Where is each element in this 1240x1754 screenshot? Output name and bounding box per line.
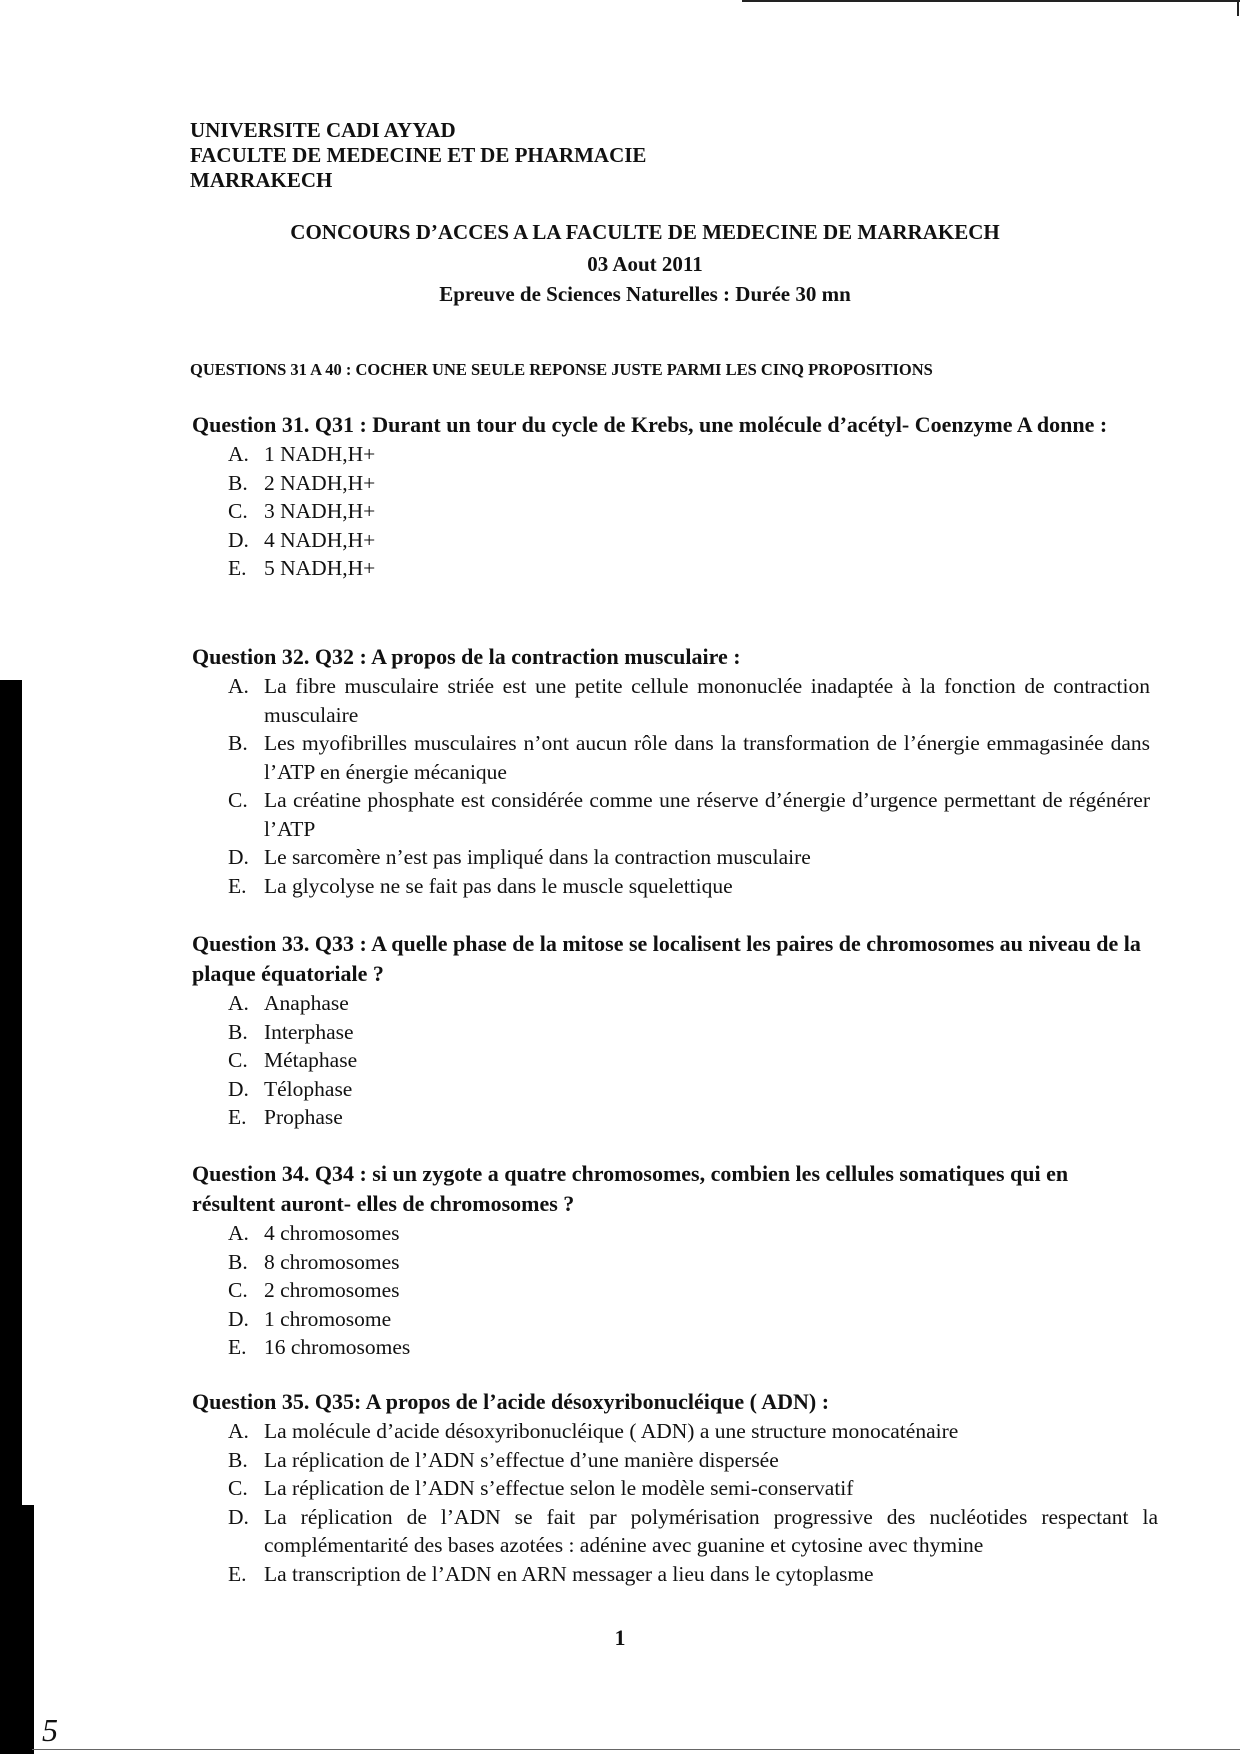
- question-35: [192, 1387, 1158, 1588]
- choice-letter: B.: [228, 1447, 248, 1472]
- question-33: [192, 929, 1150, 1132]
- choice-text: La réplication de l’ADN s’effectue selon le modèle semi-conservatif: [264, 1476, 854, 1500]
- scan-border-top: [742, 0, 1240, 2]
- choice-letter: D.: [228, 527, 249, 552]
- instructions: QUESTIONS 31 A 40 : COCHER UNE SEULE REPONSE JUSTE PARMI LES CINQ PROPOSITIONS: [190, 360, 933, 379]
- choice-c[interactable]: [192, 497, 1150, 526]
- choice-list: [192, 440, 1150, 583]
- choice-letter: C.: [228, 788, 248, 812]
- choice-letter: E.: [228, 556, 247, 580]
- handwritten-mark: 5: [42, 1712, 58, 1748]
- question-34: [192, 1159, 1150, 1362]
- choice-d[interactable]: [192, 843, 1150, 872]
- choice-letter: A.: [228, 442, 249, 466]
- question-title: Question 32. Q32 : A propos de la contraction musculaire :: [192, 644, 741, 669]
- choice-text: 1 NADH,H+: [264, 442, 376, 466]
- question-32: [192, 642, 1150, 900]
- choice-text: Les myofibrilles musculaires n’ont aucun rôle dans la transformation de l’énergie emmagasinée dans l’ATP en énergie mécanique: [264, 731, 1150, 784]
- question-title: Question 34. Q34 : si un zygote a quatre chromosomes, combien les cellules somatiques qui en résultent auront- elles de chromosomes ?: [192, 1161, 1069, 1216]
- city-name: MARRAKECH: [190, 168, 333, 192]
- choice-a[interactable]: [192, 989, 1150, 1018]
- question-title: Question 31. Q31 : Durant un tour du cycle de Krebs, une molécule d’acétyl- Coenzyme A donne :: [192, 412, 1108, 437]
- choice-c[interactable]: [192, 1474, 1158, 1503]
- choice-text: Télophase: [264, 1076, 353, 1101]
- choice-text: Anaphase: [264, 991, 349, 1015]
- choice-letter: A.: [228, 991, 249, 1015]
- choice-letter: E.: [228, 1105, 247, 1129]
- choice-text: 4 NADH,H+: [264, 527, 376, 552]
- choice-text: 1 chromosome: [264, 1306, 392, 1331]
- choice-text: 3 NADH,H+: [264, 499, 376, 523]
- choice-text: 2 chromosomes: [264, 1278, 400, 1302]
- choice-letter: E.: [228, 873, 247, 898]
- scan-border-right: [1237, 0, 1239, 16]
- exam-subject: Epreuve de Sciences Naturelles : Durée 30 mn: [439, 282, 851, 306]
- question-title: Question 33. Q33 : A quelle phase de la mitose se localisent les paires de chromosomes au niveau de la plaque équatoriale ?: [192, 931, 1141, 986]
- choice-b[interactable]: [192, 469, 1150, 498]
- choice-text: La molécule d’acide désoxyribonucléique ( ADN) a une structure monocaténaire: [264, 1419, 959, 1443]
- choice-letter: D.: [228, 1076, 249, 1101]
- institution-header: [190, 118, 646, 193]
- choice-letter: D.: [228, 845, 249, 869]
- choice-text: La fibre musculaire striée est une petite cellule mononuclée inadaptée à la fonction de contraction musculaire: [264, 674, 1150, 727]
- choice-e[interactable]: [192, 1333, 1150, 1362]
- choice-letter: A.: [228, 1221, 249, 1245]
- choice-a[interactable]: [192, 672, 1150, 729]
- choice-a[interactable]: [192, 440, 1150, 469]
- choice-text: La transcription de l’ADN en ARN messager a lieu dans le cytoplasme: [264, 1561, 874, 1586]
- choice-letter: A.: [228, 674, 249, 698]
- choice-a[interactable]: [192, 1219, 1150, 1248]
- choice-text: Interphase: [264, 1019, 354, 1044]
- scan-border-bottom: [32, 1749, 1240, 1750]
- choice-list: [192, 672, 1150, 900]
- choice-b[interactable]: [192, 1248, 1150, 1277]
- choice-text: Prophase: [264, 1105, 343, 1129]
- choice-a[interactable]: [192, 1417, 1158, 1446]
- choice-letter: E.: [228, 1561, 247, 1586]
- choice-text: Le sarcomère n’est pas impliqué dans la contraction musculaire: [264, 845, 811, 869]
- choice-text: 4 chromosomes: [264, 1221, 400, 1245]
- choice-letter: A.: [228, 1419, 249, 1443]
- choice-letter: C.: [228, 1278, 248, 1302]
- choice-letter: B.: [228, 1019, 248, 1044]
- choice-text: Métaphase: [264, 1048, 358, 1072]
- choice-e[interactable]: [192, 554, 1150, 583]
- choice-letter: B.: [228, 731, 248, 755]
- choice-text: La créatine phosphate est considérée comme une réserve d’énergie d’urgence permettant de régénérer l’ATP: [264, 788, 1150, 841]
- exam-date: 03 Aout 2011: [587, 252, 703, 276]
- choice-letter: C.: [228, 1048, 248, 1072]
- choice-d[interactable]: [192, 526, 1150, 555]
- exam-title: CONCOURS D’ACCES A LA FACULTE DE MEDECINE DE MARRAKECH: [290, 220, 1000, 244]
- choice-b[interactable]: [192, 729, 1150, 786]
- choice-letter: C.: [228, 499, 248, 523]
- choice-letter: D.: [228, 1504, 249, 1529]
- choice-text: 8 chromosomes: [264, 1249, 400, 1274]
- choice-b[interactable]: [192, 1446, 1158, 1475]
- page-number: 1: [614, 1625, 626, 1650]
- choice-list: [192, 1417, 1158, 1588]
- choice-d[interactable]: [192, 1075, 1150, 1104]
- faculty-name: FACULTE DE MEDECINE ET DE PHARMACIE: [190, 143, 647, 167]
- choice-text: 5 NADH,H+: [264, 556, 376, 580]
- choice-text: La réplication de l’ADN se fait par polymérisation progressive des nucléotides respectant la complémentarité des bases azotées : adénine avec guanine et cytosine avec thymine: [264, 1504, 1158, 1557]
- question-31: [192, 410, 1150, 583]
- choice-e[interactable]: [192, 1560, 1158, 1589]
- choice-text: La réplication de l’ADN s’effectue d’une manière dispersée: [264, 1447, 779, 1472]
- choice-letter: B.: [228, 1249, 248, 1274]
- choice-letter: E.: [228, 1335, 247, 1359]
- choice-c[interactable]: [192, 1276, 1150, 1305]
- scan-border-left: [0, 680, 22, 1754]
- choice-text: 16 chromosomes: [264, 1335, 411, 1359]
- choice-e[interactable]: [192, 1103, 1150, 1132]
- university-name: UNIVERSITE CADI AYYAD: [190, 118, 456, 142]
- choice-d[interactable]: [192, 1305, 1150, 1334]
- choice-letter: D.: [228, 1306, 249, 1331]
- choice-c[interactable]: [192, 1046, 1150, 1075]
- choice-d[interactable]: [192, 1503, 1158, 1560]
- choice-letter: C.: [228, 1476, 248, 1500]
- choice-e[interactable]: [192, 872, 1150, 901]
- question-title: Question 35. Q35: A propos de l’acide désoxyribonucléique ( ADN) :: [192, 1389, 830, 1414]
- choice-letter: B.: [228, 470, 248, 495]
- choice-list: [192, 1219, 1150, 1362]
- choice-list: [192, 989, 1150, 1132]
- choice-b[interactable]: [192, 1018, 1150, 1047]
- choice-text: 2 NADH,H+: [264, 470, 376, 495]
- choice-text: La glycolyse ne se fait pas dans le muscle squelettique: [264, 873, 733, 898]
- choice-c[interactable]: [192, 786, 1150, 843]
